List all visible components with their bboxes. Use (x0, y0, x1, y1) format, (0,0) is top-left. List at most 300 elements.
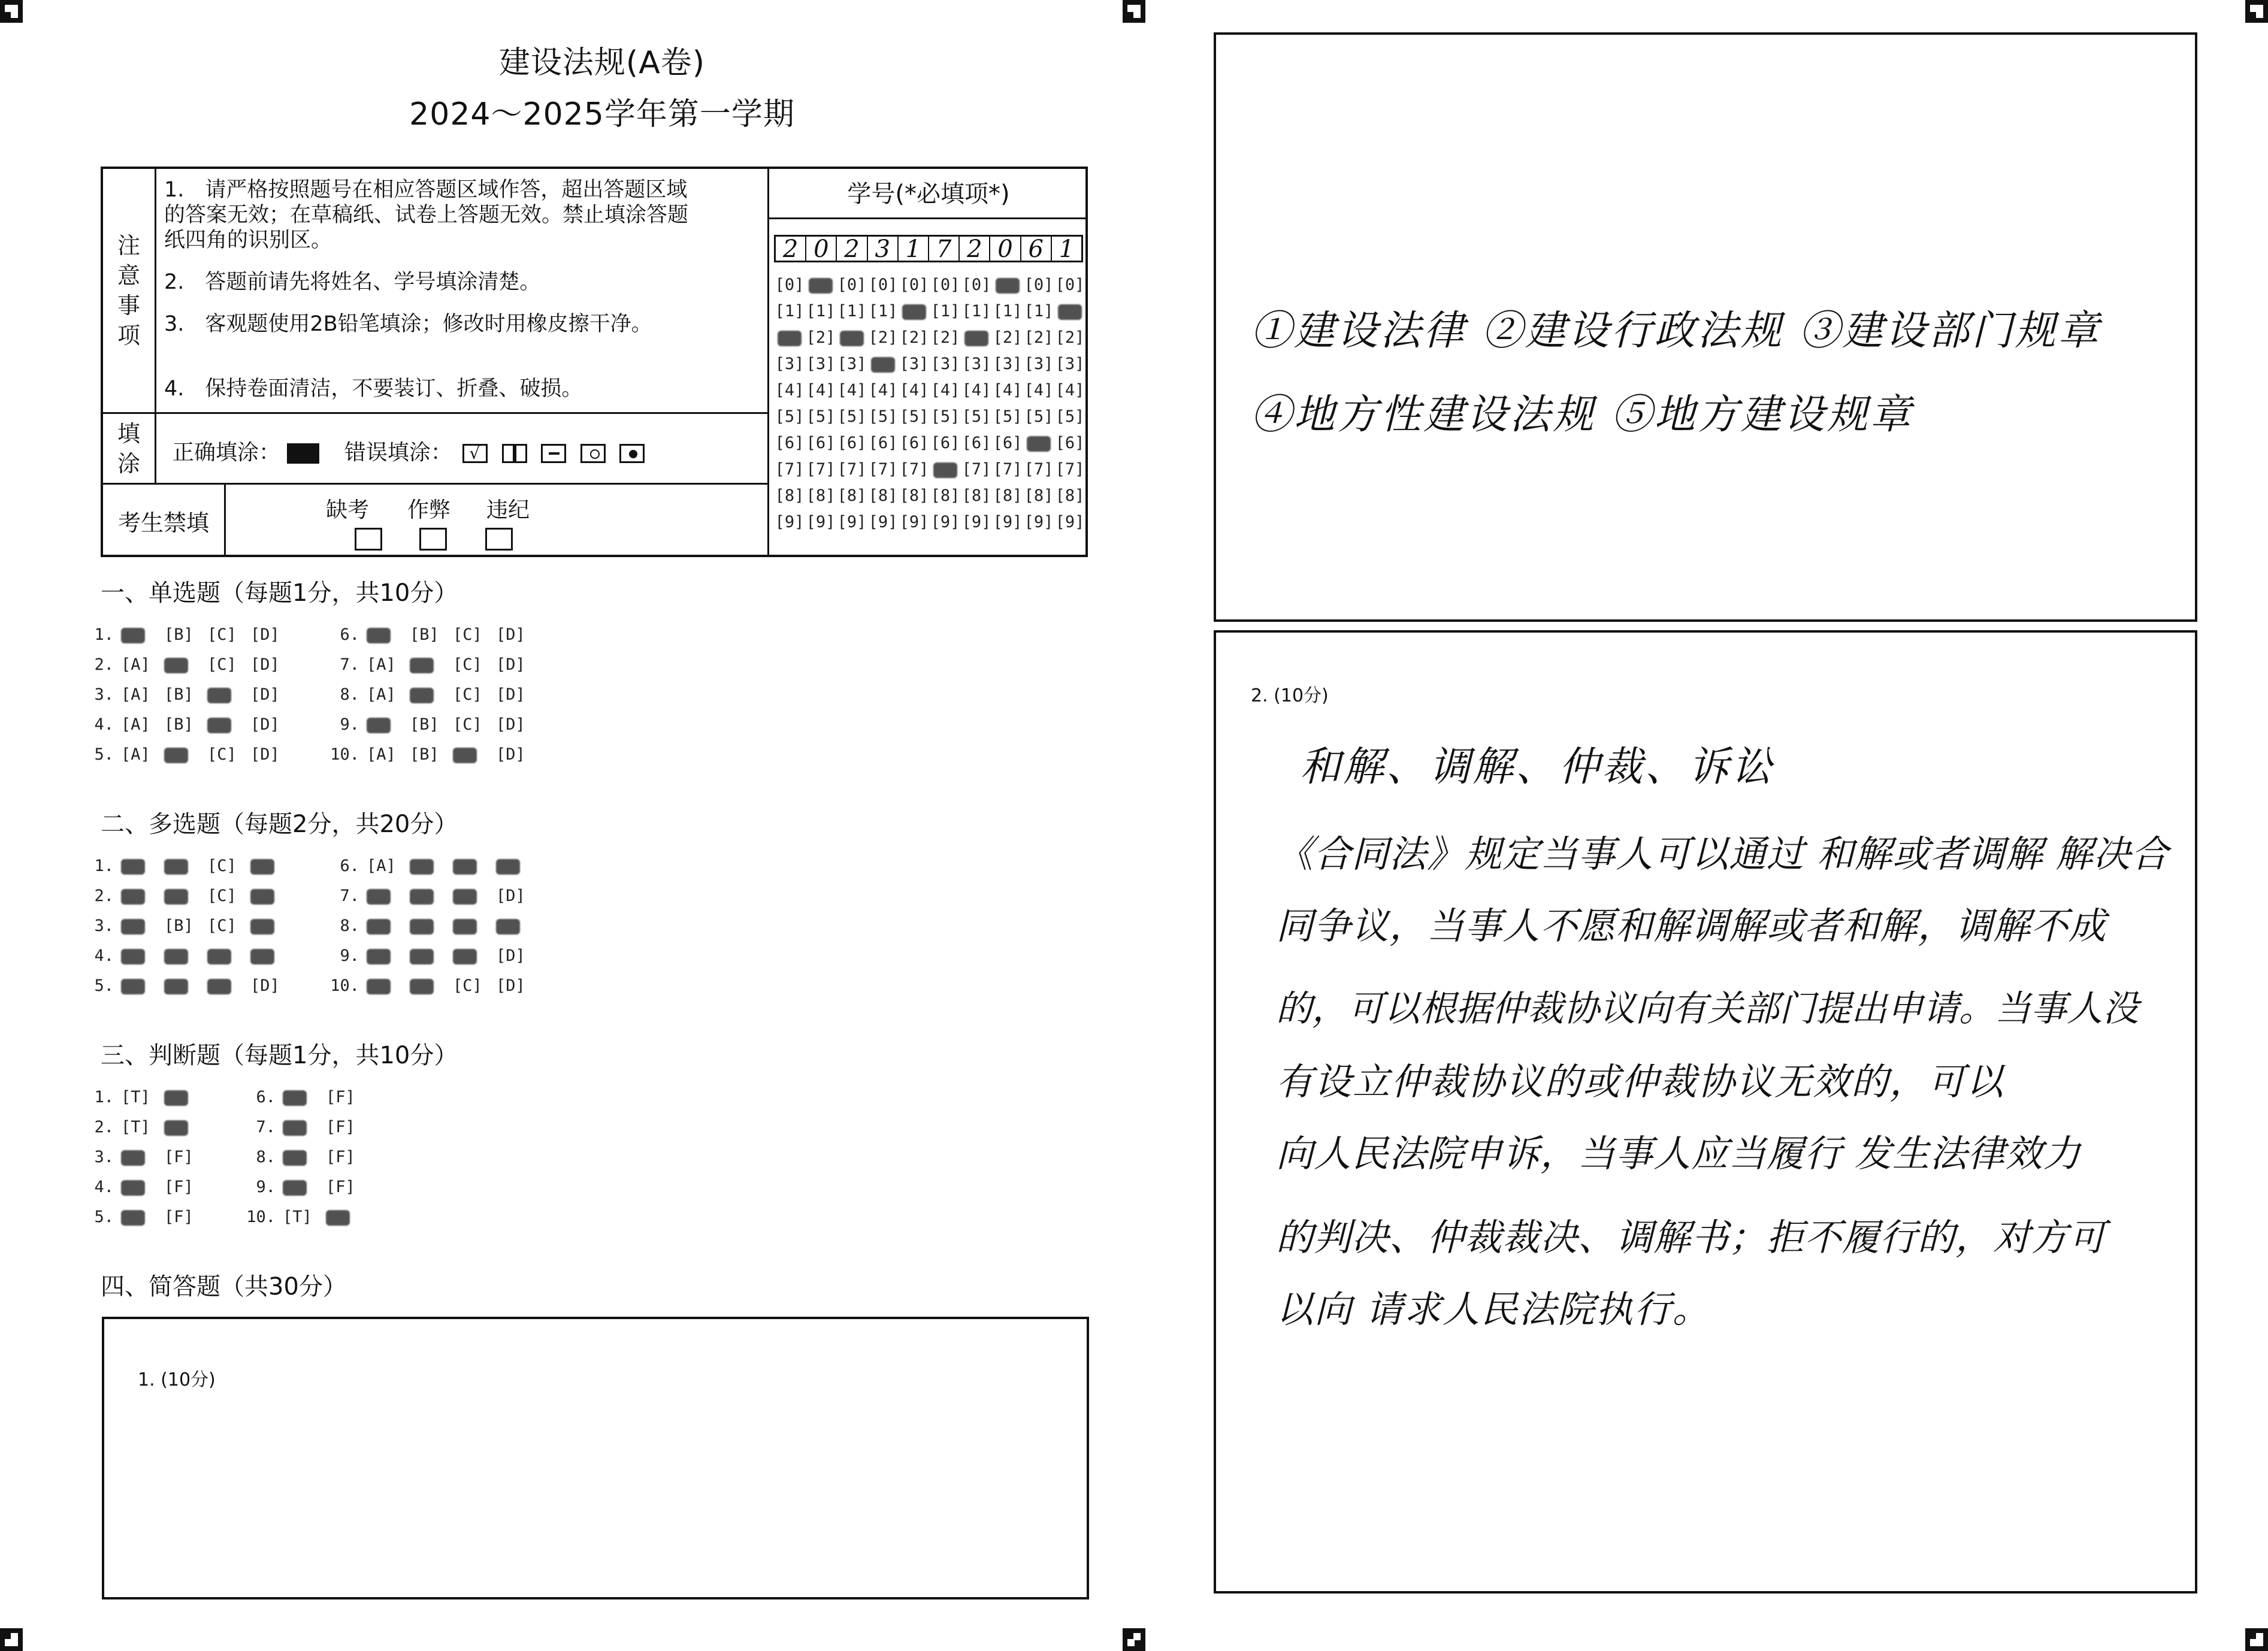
option-bubble[interactable]: [C] (207, 917, 237, 935)
student-id-bubble[interactable]: [9] (868, 513, 898, 531)
student-id-bubble[interactable]: [8] (993, 486, 1023, 505)
student-id-digit-cell[interactable]: 0 (990, 237, 1021, 261)
student-id-bubble[interactable]: [4] (993, 381, 1023, 400)
option-bubble[interactable]: [D] (496, 976, 525, 995)
student-id-digit-cell[interactable]: 2 (776, 237, 806, 261)
student-id-bubble[interactable]: [2] (868, 328, 898, 347)
student-id-bubble[interactable]: [1] (930, 302, 960, 320)
option-bubble-filled[interactable] (121, 917, 164, 935)
option-bubble[interactable]: [B] (164, 685, 193, 704)
student-id-bubble[interactable]: [2] (899, 328, 929, 347)
option-bubble[interactable]: [F] (326, 1118, 355, 1136)
option-bubble-filled[interactable] (367, 976, 410, 995)
student-id-bubble[interactable]: [9] (1055, 513, 1085, 531)
option-bubble[interactable]: [T] (283, 1208, 312, 1226)
option-bubble[interactable]: [C] (453, 685, 482, 704)
student-id-bubble[interactable]: [2] (993, 328, 1023, 347)
option-bubble[interactable]: [D] (250, 976, 280, 995)
student-id-title: 学号(*必填项*) (769, 169, 1088, 219)
student-id-digit-cell[interactable]: 6 (1021, 237, 1052, 261)
option-bubble-filled[interactable] (410, 887, 453, 905)
option-bubble-filled[interactable] (121, 976, 164, 995)
option-bubble[interactable]: [B] (410, 745, 439, 764)
student-id-bubble[interactable]: [1] (806, 302, 836, 320)
option-bubble-filled[interactable] (453, 857, 496, 875)
student-id-bubble[interactable]: [2] (1055, 328, 1085, 347)
filled-mark (250, 889, 274, 905)
option-bubble[interactable]: [B] (410, 625, 439, 644)
filled-mark (326, 1210, 350, 1226)
student-id-bubble[interactable]: [7] (1024, 460, 1054, 479)
option-bubble[interactable]: [A] (367, 655, 396, 674)
option-bubble[interactable]: [A] (121, 655, 150, 674)
student-id-bubble[interactable]: [4] (868, 381, 898, 400)
option-bubble-filled[interactable] (283, 1178, 326, 1196)
option-bubble-filled[interactable] (121, 1208, 164, 1226)
filled-mark (996, 278, 1020, 294)
exam-title: 建设法规(A卷) (498, 45, 706, 81)
student-id-bubble[interactable]: [3] (930, 355, 960, 373)
option-bubble-filled[interactable] (410, 947, 453, 965)
option-bubble[interactable]: [D] (496, 655, 525, 674)
option-bubble[interactable]: [D] (250, 715, 280, 734)
option-bubble[interactable]: [F] (164, 1178, 193, 1196)
option-bubble-filled[interactable] (207, 685, 250, 704)
q2-answer-line-3: 同争议，当事人不愿和解调解或者和解，调解不成 (1276, 904, 2107, 948)
student-id-bubble[interactable]: [6] (961, 434, 991, 452)
judge-question (78, 1088, 207, 1106)
option-bubble[interactable]: [A] (121, 715, 150, 734)
student-id-digit-cell[interactable]: 1 (1059, 235, 1075, 263)
student-id-bubble[interactable]: [8] (806, 486, 836, 505)
option-bubble[interactable]: [A] (367, 857, 396, 875)
student-id-bubble[interactable]: [3] (837, 355, 867, 373)
option-bubble[interactable]: [B] (164, 625, 193, 644)
option-bubble-filled[interactable] (164, 976, 207, 995)
student-id-bubble[interactable]: [9] (993, 513, 1023, 531)
multi-question (78, 857, 294, 875)
student-id-bubble[interactable]: [7] (993, 460, 1023, 479)
fill-label: 填涂 (117, 420, 140, 477)
fill-example-row (103, 412, 769, 483)
header-info-box (101, 167, 1088, 557)
option-bubble[interactable]: [C] (207, 857, 237, 875)
student-id-bubble[interactable]: [0] (1024, 276, 1054, 294)
forbid-absent-checkbox[interactable] (355, 528, 382, 551)
student-id-bubble[interactable]: [8] (899, 486, 929, 505)
notice-item-2: 2. 答题前请先将姓名、学号填涂清楚。 (164, 270, 541, 294)
filled-mark (410, 688, 434, 703)
option-bubble[interactable]: [F] (326, 1088, 355, 1106)
filled-mark (410, 979, 434, 994)
student-id-bubble[interactable]: [8] (930, 486, 960, 505)
forbid-absent: 缺考 (326, 498, 370, 522)
student-id-bubble[interactable]: [6] (899, 434, 929, 452)
filled-mark (367, 979, 391, 994)
option-bubble-filled[interactable] (164, 857, 207, 875)
student-id-digit-cell[interactable]: 2 (960, 237, 990, 261)
student-id-bubble[interactable]: [9] (837, 513, 867, 531)
option-bubble[interactable]: [D] (496, 745, 525, 764)
student-id-digit-cell[interactable]: 2 (837, 237, 867, 261)
student-id-bubble[interactable]: [1] (961, 302, 991, 320)
option-bubble-filled[interactable] (283, 1148, 326, 1166)
student-id-bubble[interactable]: [1] (868, 302, 898, 320)
corner-marker-top-left (0, 0, 23, 23)
option-bubble-filled[interactable] (164, 655, 207, 674)
filled-mark (207, 718, 231, 733)
filled-mark (283, 1120, 307, 1136)
student-id-bubble-filled[interactable] (836, 325, 867, 351)
filled-mark (410, 859, 434, 875)
multi-question (323, 976, 539, 995)
student-id-bubble[interactable]: [8] (837, 486, 867, 505)
student-id-bubble[interactable]: [3] (775, 355, 805, 373)
corner-marker-bottom-left (0, 1628, 23, 1651)
student-id-bubble-filled[interactable] (1054, 298, 1085, 325)
question-number: 10. (246, 1208, 276, 1226)
option-bubble-filled[interactable] (410, 857, 453, 875)
notice-label: 注意事项 (117, 232, 140, 349)
filled-mark (410, 658, 434, 673)
option-bubble[interactable]: [D] (250, 685, 280, 704)
question-number: 3. (94, 1148, 114, 1166)
student-id-bubble[interactable]: [5] (837, 407, 867, 426)
option-bubble-filled[interactable] (410, 917, 453, 935)
filled-mark (496, 919, 520, 935)
student-id-digit-cell[interactable]: 7 (929, 237, 960, 261)
student-id-bubble[interactable]: [2] (930, 328, 960, 347)
filled-mark (121, 979, 145, 994)
option-bubble-filled[interactable] (410, 655, 453, 674)
student-id-bubble-filled[interactable] (992, 272, 1023, 298)
student-id-bubble[interactable]: [6] (775, 434, 805, 452)
student-id-bubble[interactable]: [1] (993, 302, 1023, 320)
option-bubble-filled[interactable] (283, 1088, 326, 1106)
forbid-cheat-checkbox[interactable] (419, 528, 447, 551)
filled-mark (1058, 304, 1082, 320)
option-bubble[interactable]: [B] (164, 715, 193, 734)
option-bubble-filled[interactable] (164, 745, 207, 764)
corner-marker-top-right (2245, 0, 2268, 23)
student-id-bubble[interactable]: [4] (1024, 381, 1054, 400)
multi-question (323, 917, 539, 935)
option-bubble-filled[interactable] (453, 745, 496, 764)
student-id-bubble[interactable]: [8] (775, 486, 805, 505)
student-id-bubble[interactable]: [9] (930, 513, 960, 531)
student-id-bubble[interactable]: [9] (775, 513, 805, 531)
filled-mark (902, 304, 926, 320)
question-number: 6. (256, 1088, 276, 1106)
question-number: 4. (94, 1178, 114, 1196)
student-id-bubble-row (774, 325, 1085, 351)
question-number: 8. (256, 1148, 276, 1166)
option-bubble-filled[interactable] (164, 887, 207, 905)
option-bubble-filled[interactable] (164, 1118, 207, 1136)
q2-answer-line-2: 《合同法》规定当事人可以通过 和解或者调解 解决合 (1276, 832, 2169, 876)
option-bubble-filled[interactable] (207, 976, 250, 995)
student-id-bubble[interactable]: [6] (868, 434, 898, 452)
option-bubble[interactable]: [D] (250, 745, 280, 764)
corner-marker-bottom-middle (1123, 1628, 1145, 1651)
student-id-digit-cell[interactable]: 3 (868, 237, 899, 261)
multi-question (323, 857, 539, 875)
filled-mark (164, 748, 188, 763)
option-bubble[interactable]: [C] (207, 655, 237, 674)
filled-mark (164, 979, 188, 994)
filled-mark (283, 1090, 307, 1106)
student-id-bubble[interactable]: [8] (961, 486, 991, 505)
student-id-bubble[interactable]: [4] (930, 381, 960, 400)
option-bubble[interactable]: [D] (496, 715, 525, 734)
student-id-bubble[interactable]: [0] (837, 276, 867, 294)
option-bubble-filled[interactable] (250, 857, 294, 875)
filled-mark (250, 919, 274, 935)
option-bubble-filled[interactable] (496, 917, 539, 935)
student-id-bubble[interactable]: [4] (1055, 381, 1085, 400)
option-bubble[interactable]: [F] (326, 1148, 355, 1166)
student-id-bubble[interactable]: [9] (1024, 513, 1054, 531)
student-id-bubble[interactable]: [3] (961, 355, 991, 373)
student-id-bubble[interactable]: [1] (1024, 302, 1054, 320)
filled-mark (121, 859, 145, 875)
q2-answer-line-4: 的，可以根据仲裁协议向有关部门提出申请。当事人没 (1276, 988, 2139, 1030)
option-bubble-filled[interactable] (453, 917, 496, 935)
answer-box-q1[interactable] (1214, 32, 2197, 622)
q2-answer-line-6: 向人民法院申诉，当事人应当履行 发生法律效力 (1276, 1132, 2081, 1175)
student-id-bubble[interactable]: [0] (961, 276, 991, 294)
filled-mark (453, 859, 477, 875)
student-id-bubble[interactable]: [7] (806, 460, 836, 479)
student-id-bubble[interactable]: [4] (961, 381, 991, 400)
wrong-fill-check-icon: √ (462, 444, 488, 463)
question-number: 5. (94, 745, 114, 764)
filled-mark (164, 859, 188, 875)
option-bubble[interactable]: [C] (453, 625, 482, 644)
student-id-bubble[interactable]: [3] (993, 355, 1023, 373)
question-number: 8. (340, 685, 359, 704)
option-bubble-filled[interactable] (326, 1208, 369, 1226)
option-bubble[interactable]: [C] (453, 976, 482, 995)
section-single-title: 一、单选题（每题1分，共10分） (101, 579, 458, 607)
student-id-bubble[interactable]: [3] (899, 355, 929, 373)
student-id-bubble[interactable]: [2] (806, 328, 836, 347)
option-bubble-filled[interactable] (207, 715, 250, 734)
student-id-bubble-filled[interactable] (961, 325, 992, 351)
option-bubble-filled[interactable] (367, 917, 410, 935)
student-id-bubble[interactable]: [5] (1024, 407, 1054, 426)
student-id-bubble-row (774, 298, 1085, 325)
filled-mark (453, 919, 477, 935)
option-bubble[interactable]: [D] (496, 625, 525, 644)
option-bubble[interactable]: [D] (496, 887, 525, 905)
student-id-bubble[interactable]: [4] (806, 381, 836, 400)
option-bubble[interactable]: [C] (207, 887, 237, 905)
option-bubble[interactable]: [F] (164, 1208, 193, 1226)
option-bubble[interactable]: [A] (121, 685, 150, 704)
filled-mark (164, 949, 188, 964)
student-id-bubble[interactable]: [0] (899, 276, 929, 294)
student-id-bubble[interactable]: [6] (930, 434, 960, 452)
corner-marker-bottom-right (2245, 1628, 2268, 1651)
option-bubble[interactable]: [C] (207, 745, 237, 764)
student-id-bubble[interactable]: [2] (1024, 328, 1054, 347)
student-id-bubble[interactable]: [9] (899, 513, 929, 531)
option-bubble[interactable]: [D] (250, 655, 280, 674)
option-bubble-filled[interactable] (121, 1148, 164, 1166)
multi-question (323, 947, 539, 965)
student-id-bubble[interactable]: [5] (930, 407, 960, 426)
student-id-bubble[interactable]: [5] (1055, 407, 1085, 426)
student-id-bubble[interactable]: [4] (899, 381, 929, 400)
student-id-bubble[interactable]: [3] (1055, 355, 1085, 373)
answer-box-q1-label-area[interactable] (102, 1317, 1089, 1599)
option-bubble[interactable]: [A] (121, 745, 150, 764)
option-bubble[interactable]: [B] (410, 715, 439, 734)
option-bubble[interactable]: [C] (207, 625, 237, 644)
corner-marker-top-middle (1123, 0, 1145, 23)
option-bubble-filled[interactable] (164, 947, 207, 965)
filled-mark (367, 718, 391, 733)
option-bubble[interactable]: [T] (121, 1088, 150, 1106)
student-id-bubble[interactable]: [5] (993, 407, 1023, 426)
filled-mark (809, 278, 833, 294)
option-bubble-filled[interactable] (367, 625, 410, 644)
judge-question (78, 1208, 207, 1226)
student-id-bubble[interactable]: [9] (806, 513, 836, 531)
notice-item-4: 4. 保持卷面清洁，不要装订、折叠、破损。 (164, 377, 583, 401)
filled-mark (121, 1150, 145, 1166)
student-id-bubble[interactable]: [4] (837, 381, 867, 400)
student-id-bubble[interactable]: [6] (806, 434, 836, 452)
single-question (323, 715, 539, 734)
option-bubble[interactable]: [F] (326, 1178, 355, 1196)
question-number: 1. (94, 1088, 114, 1106)
student-id-bubble-filled[interactable] (867, 351, 899, 377)
student-id-bubble[interactable]: [5] (899, 407, 929, 426)
student-id-digit-cell[interactable]: 0 (806, 237, 837, 261)
option-bubble[interactable]: [A] (367, 685, 396, 704)
option-bubble[interactable]: [D] (496, 685, 525, 704)
section-judge-title: 三、判断题（每题1分，共10分） (101, 1042, 458, 1069)
option-bubble-filled[interactable] (367, 715, 410, 734)
question-number: 10. (330, 976, 359, 995)
student-id-bubble[interactable]: [7] (837, 460, 867, 479)
notice-column (103, 169, 769, 555)
option-bubble-filled[interactable] (121, 1178, 164, 1196)
q2-answer-line-5: 有设立仲裁协议的或仲裁协议无效的，可以 (1276, 1060, 2005, 1103)
student-id-bubble-filled[interactable] (805, 272, 836, 298)
forbid-violation-checkbox[interactable] (485, 528, 513, 551)
student-id-bubble[interactable]: [8] (868, 486, 898, 505)
answer-box-q2[interactable] (1214, 630, 2197, 1593)
filled-mark (840, 331, 864, 346)
option-bubble-filled[interactable] (367, 887, 410, 905)
option-bubble-filled[interactable] (121, 947, 164, 965)
student-id-bubble[interactable]: [7] (899, 460, 929, 479)
question-number: 7. (340, 655, 359, 674)
single-question (78, 745, 294, 764)
single-question (78, 715, 294, 734)
option-bubble-filled[interactable] (207, 947, 250, 965)
option-bubble-filled[interactable] (496, 857, 539, 875)
student-id-bubble[interactable]: [7] (1055, 460, 1085, 479)
option-bubble-filled[interactable] (453, 947, 496, 965)
student-id-digit-cell[interactable]: 1 (899, 237, 929, 261)
option-bubble-filled[interactable] (121, 857, 164, 875)
student-id-bubble-filled[interactable] (1023, 430, 1054, 456)
student-id-bubble[interactable]: [1] (837, 302, 867, 320)
option-bubble-filled[interactable] (250, 947, 294, 965)
option-bubble[interactable]: [A] (367, 745, 396, 764)
option-bubble-filled[interactable] (121, 887, 164, 905)
option-bubble-filled[interactable] (250, 887, 294, 905)
q2-answer-line-1: 和解、调解、仲裁、诉讼 (1300, 743, 1775, 791)
student-id-bubble[interactable]: [4] (775, 381, 805, 400)
option-bubble-filled[interactable] (410, 685, 453, 704)
student-id-bubble-filled[interactable] (899, 298, 930, 325)
option-bubble-filled[interactable] (164, 1088, 207, 1106)
student-id-bubble[interactable]: [8] (1024, 486, 1054, 505)
question-number: 7. (256, 1118, 276, 1136)
student-id-bubble[interactable]: [3] (1024, 355, 1054, 373)
student-id-bubble-row (774, 351, 1085, 377)
option-bubble-filled[interactable] (121, 625, 164, 644)
student-id-bubble[interactable]: [5] (806, 407, 836, 426)
fill-examples (173, 436, 648, 466)
option-bubble[interactable]: [C] (453, 655, 482, 674)
student-id-bubble-filled[interactable] (930, 456, 961, 483)
student-id-bubble[interactable]: [7] (868, 460, 898, 479)
student-id-bubble[interactable]: [6] (837, 434, 867, 452)
option-bubble[interactable]: [C] (453, 715, 482, 734)
option-bubble-filled[interactable] (453, 887, 496, 905)
student-id-bubble[interactable]: [3] (806, 355, 836, 373)
student-id-bubble[interactable]: [0] (775, 276, 805, 294)
option-bubble-filled[interactable] (283, 1118, 326, 1136)
option-bubble[interactable]: [D] (250, 625, 280, 644)
filled-mark (164, 1090, 188, 1106)
option-bubble[interactable]: [F] (164, 1148, 193, 1166)
multi-question (78, 947, 294, 965)
student-id-bubble[interactable]: [9] (961, 513, 991, 531)
student-id-bubble[interactable]: [1] (775, 302, 805, 320)
option-bubble-filled[interactable] (250, 917, 294, 935)
student-id-bubble[interactable]: [5] (868, 407, 898, 426)
option-bubble[interactable]: [B] (164, 917, 193, 935)
option-bubble-filled[interactable] (367, 947, 410, 965)
student-id-bubble[interactable]: [6] (993, 434, 1023, 452)
question-number: 5. (94, 1208, 114, 1226)
student-id-bubble[interactable]: [7] (775, 460, 805, 479)
question-number: 7. (340, 887, 359, 905)
student-id-bubble-filled[interactable] (774, 325, 805, 351)
filled-mark (283, 1180, 307, 1196)
student-id-bubble[interactable]: [5] (775, 407, 805, 426)
student-id-bubble[interactable]: [5] (961, 407, 991, 426)
question-number: 3. (94, 685, 114, 704)
student-id-bubble[interactable]: [8] (1055, 486, 1085, 505)
filled-mark (964, 331, 988, 346)
student-id-bubble[interactable]: [0] (868, 276, 898, 294)
student-id-bubble[interactable]: [0] (1055, 276, 1085, 294)
student-id-bubble[interactable]: [7] (961, 460, 991, 479)
student-id-bubble[interactable]: [6] (1055, 434, 1085, 452)
option-bubble[interactable]: [T] (121, 1118, 150, 1136)
option-bubble[interactable]: [D] (496, 947, 525, 965)
student-id-bubble[interactable]: [0] (930, 276, 960, 294)
option-bubble-filled[interactable] (410, 976, 453, 995)
